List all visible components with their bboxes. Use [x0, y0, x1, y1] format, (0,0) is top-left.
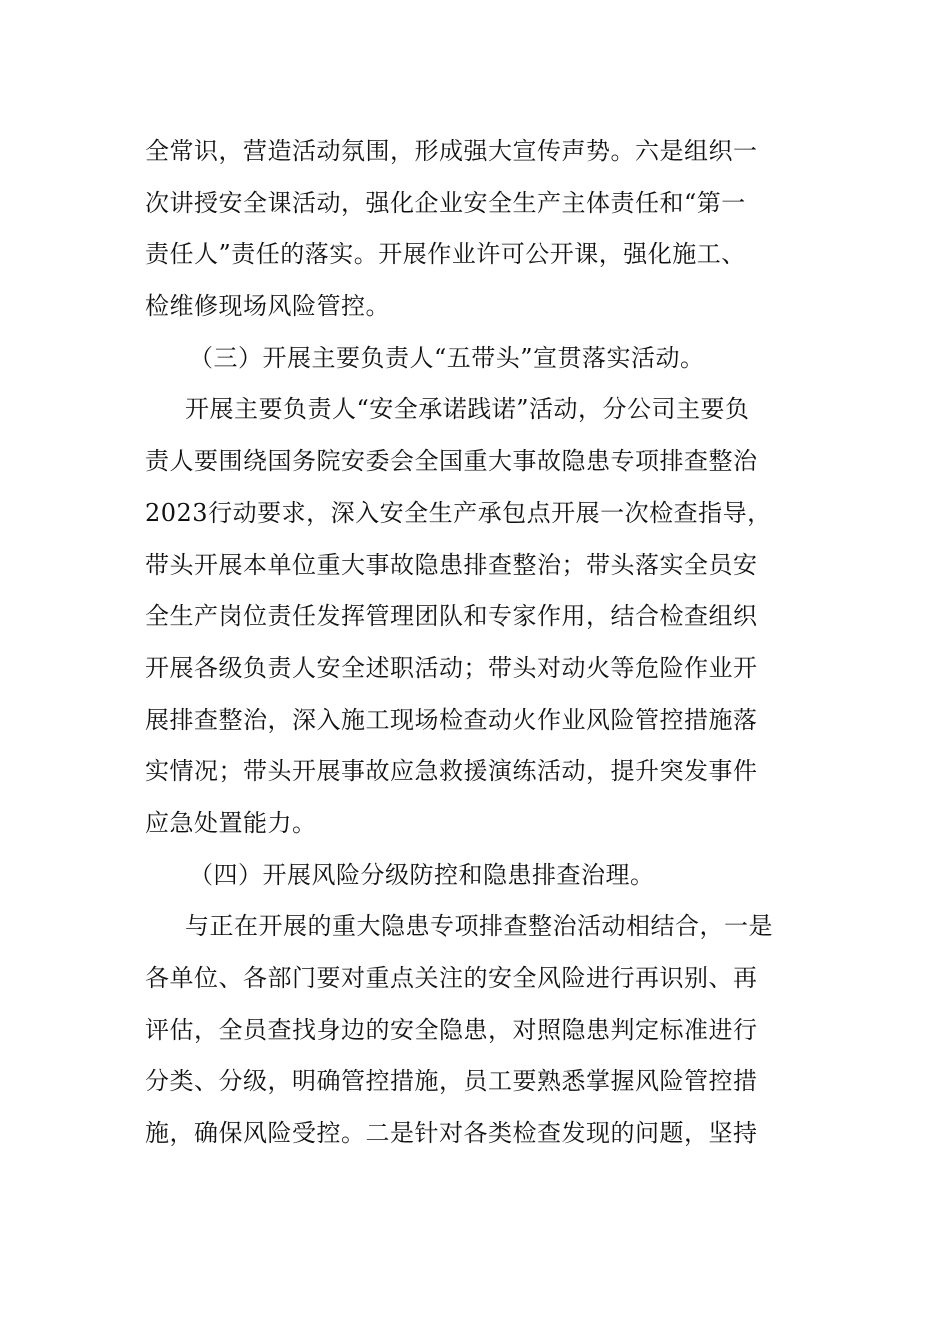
text-line-1: 全常识，营造活动氛围，形成强大宣传声势。六是组织一 — [145, 137, 758, 165]
text-line-14: 应急处置能力。 — [145, 808, 317, 837]
paragraph-first-line: 与正在开展的重大隐患专项排查整治活动相结合，一是 — [185, 912, 773, 941]
text-line-8: 2023行动要求，深入安全生产承包点开展一次检查指导， — [145, 498, 772, 527]
text-line-19: 分类、分级，明确管控措施，员工要熟悉掌握风险管控措 — [145, 1067, 758, 1096]
section-heading-4: （四）开展风险分级防控和隐患排查治理。 — [189, 860, 655, 889]
text-line-13: 实情况；带头开展事故应急救援演练活动，提升突发事件 — [145, 757, 758, 786]
text-line-20: 施，确保风险受控。二是针对各类检查发现的问题，坚持 — [145, 1119, 758, 1148]
text-line-18: 评估，全员查找身边的安全隐患，对照隐患判定标准进行 — [145, 1015, 758, 1044]
text-line-11: 开展各级负责人安全述职活动；带头对动火等危险作业开 — [145, 653, 758, 682]
paragraph-first-line: 开展主要负责人“安全承诺践诺”活动，分公司主要负 — [185, 395, 750, 424]
text-line-4: 检维修现场风险管控。 — [145, 292, 390, 321]
document-body — [145, 126, 805, 1160]
text-line-2: 次讲授安全课活动，强化企业安全生产主体责任和“第一 — [145, 188, 746, 217]
text-line-17: 各单位、各部门要对重点关注的安全风险进行再识别、再 — [145, 964, 758, 992]
text-line-10: 全生产岗位责任发挥管理团队和专家作用，结合检查组织 — [145, 602, 758, 631]
text-line-9: 带头开展本单位重大事故隐患排查整治；带头落实全员安 — [145, 550, 758, 579]
text-line-7: 责人要围绕国务院安委会全国重大事故隐患专项排查整治 — [145, 447, 758, 476]
section-heading-3: （三）开展主要负责人“五带头”宣贯落实活动。 — [189, 343, 705, 372]
text-line-3: 责任人”责任的落实。开展作业许可公开课，强化施工、 — [145, 240, 746, 269]
text-line-12: 展排查整治，深入施工现场检查动火作业风险管控措施落 — [145, 705, 758, 734]
